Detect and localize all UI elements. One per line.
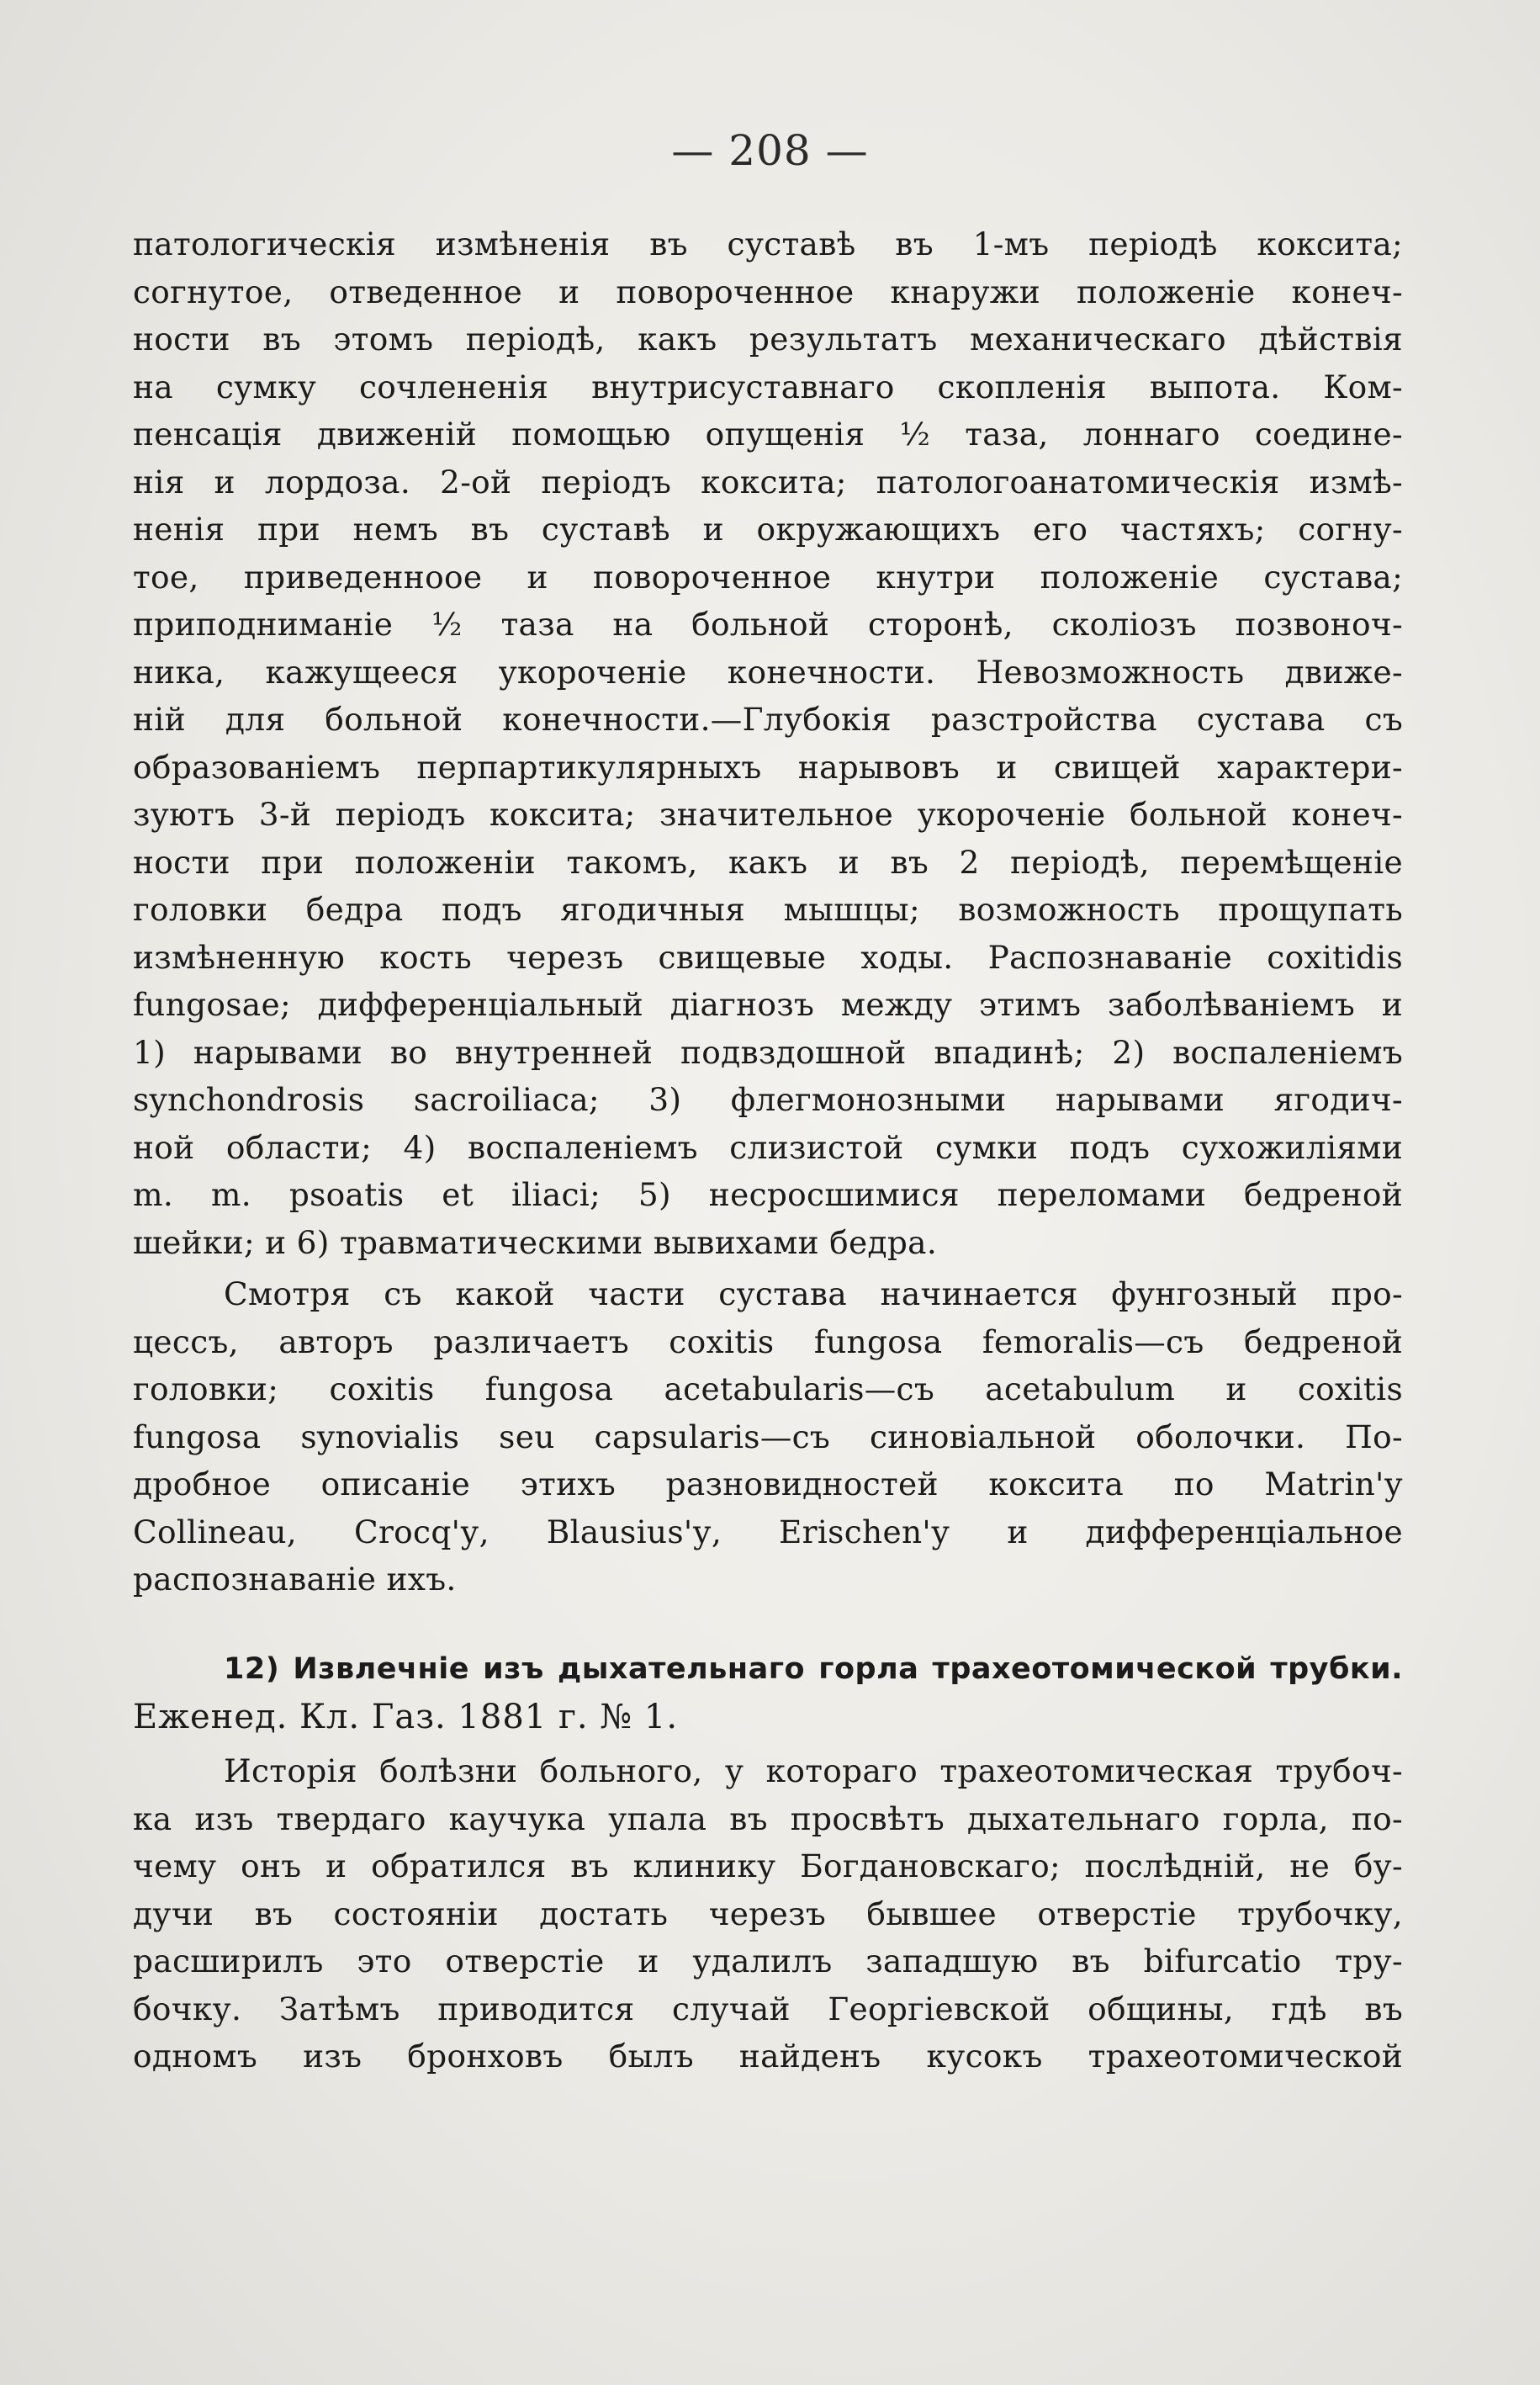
text-line: патологическія измѣненія въ суставѣ въ 1-мъ періодѣ коксита; (133, 225, 1403, 262)
text-line: ній для больной конечности.—Глубокія разстройства сустава съ (133, 701, 1403, 738)
text-line: на сумку сочлененія внутрисуставнаго скопленія выпота. Ком- (133, 368, 1403, 405)
text-line: зуютъ 3-й періодъ коксита; значительное укороченіе больной конеч- (133, 796, 1403, 833)
text-line: ненія при немъ въ суставѣ и окружающихъ его частяхъ; согну- (133, 511, 1403, 548)
text-line: Смотря съ какой части сустава начинается фунгозный про- (224, 1275, 1403, 1312)
text-line: измѣненную кость черезъ свищевые ходы. Распознаваніе coxitidis (133, 938, 1403, 976)
text-line: образованіемъ перпартикулярныхъ нарывовъ и свищей характери- (133, 748, 1403, 786)
paragraph-2 (133, 1270, 1403, 1603)
section-title: 12) Извлечніе изъ дыхательнаго горла трахеотомической трубки. (224, 1652, 1403, 1686)
text-line: нія и лордоза. 2-ой періодъ коксита; патологоанатомическія измѣ- (133, 463, 1403, 501)
text-line: одномъ изъ бронховъ былъ найденъ кусокъ трахеотомической (133, 2038, 1403, 2075)
text-line: головки; coxitis fungosa acetabularis—съ acetabulum и coxitis (133, 1370, 1403, 1407)
text-line: расширилъ это отверстіе и удалилъ западшую въ bifurcatio тру- (133, 1942, 1403, 1980)
section-source: Еженед. Кл. Газ. 1881 г. № 1. (133, 1697, 679, 1736)
text-line: fungosae; дифференціальный діагнозъ между этимъ заболѣваніемъ и (133, 986, 1403, 1023)
text-line: ника, кажущееся укороченіе конечности. Невозможность движе- (133, 653, 1403, 691)
text-line: пенсація движеній помощью опущенія ½ таза, лоннаго соедине- (133, 416, 1403, 453)
text-line: цессъ, авторъ различаетъ coxitis fungosa femoralis—съ бедреной (133, 1322, 1403, 1360)
text-line: 1) нарывами во внутренней подвздошной впадинѣ; 2) воспаленіемъ (133, 1033, 1403, 1071)
text-line: согнутое, отведенное и повороченное кнаружи положеніе конеч- (133, 273, 1403, 310)
text-line: Collineau, Crocq'у, Blausius'у, Erischen'у и дифференціальное (133, 1513, 1403, 1550)
text-line: дучи въ состояніи достать черезъ бывшее отверстіе трубочку, (133, 1895, 1403, 1932)
text-line: m. m. psoatis et iliaci; 5) несросшимися переломами бедреной (133, 1176, 1403, 1213)
text-line: ка изъ твердаго каучука упала въ просвѣтъ дыхательнаго горла, по- (133, 1799, 1403, 1837)
paragraph-3 (133, 1747, 1403, 2080)
text-line: чему онъ и обратился въ клинику Богдановскаго; послѣдній, не бу- (133, 1847, 1403, 1884)
section-12-heading (133, 1646, 1403, 1741)
text-line: synchondrosis sacroiliaca; 3) флегмонозными нарывами ягодич- (133, 1081, 1403, 1118)
text-line: тое, приведенноое и повороченное кнутри положеніе сустава; (133, 558, 1403, 596)
paragraph-1 (133, 220, 1403, 1266)
text-line: дробное описаніе этихъ разновидностей коксита по Matrin'у (133, 1465, 1403, 1503)
text-line: головки бедра подъ ягодичныя мышцы; возможность прощупать (133, 891, 1403, 928)
text-line: ной области; 4) воспаленіемъ слизистой сумки подъ сухожиліями (133, 1128, 1403, 1166)
text-line: распознаваніе ихъ. (133, 1561, 457, 1598)
text-line: бочку. Затѣмъ приводится случай Георгіевской общины, гдѣ въ (133, 1990, 1403, 2027)
text-line: ности въ этомъ періодѣ, какъ результатъ механическаго дѣйствія (133, 321, 1403, 358)
text-line: Исторія болѣзни больного, у котораго трахеотомическая трубоч- (224, 1752, 1403, 1789)
text-line: приподниманіе ½ таза на больной сторонѣ, сколіозъ позвоноч- (133, 606, 1403, 643)
text-line: ности при положеніи такомъ, какъ и въ 2 періодѣ, перемѣщеніе (133, 843, 1403, 881)
text-line: шейки; и 6) травматическими вывихами бедра. (133, 1223, 938, 1261)
page-number: — 208 — (671, 126, 869, 175)
text-line: fungosa synovialis seu capsularis—съ синовіальной оболочки. По- (133, 1418, 1403, 1455)
